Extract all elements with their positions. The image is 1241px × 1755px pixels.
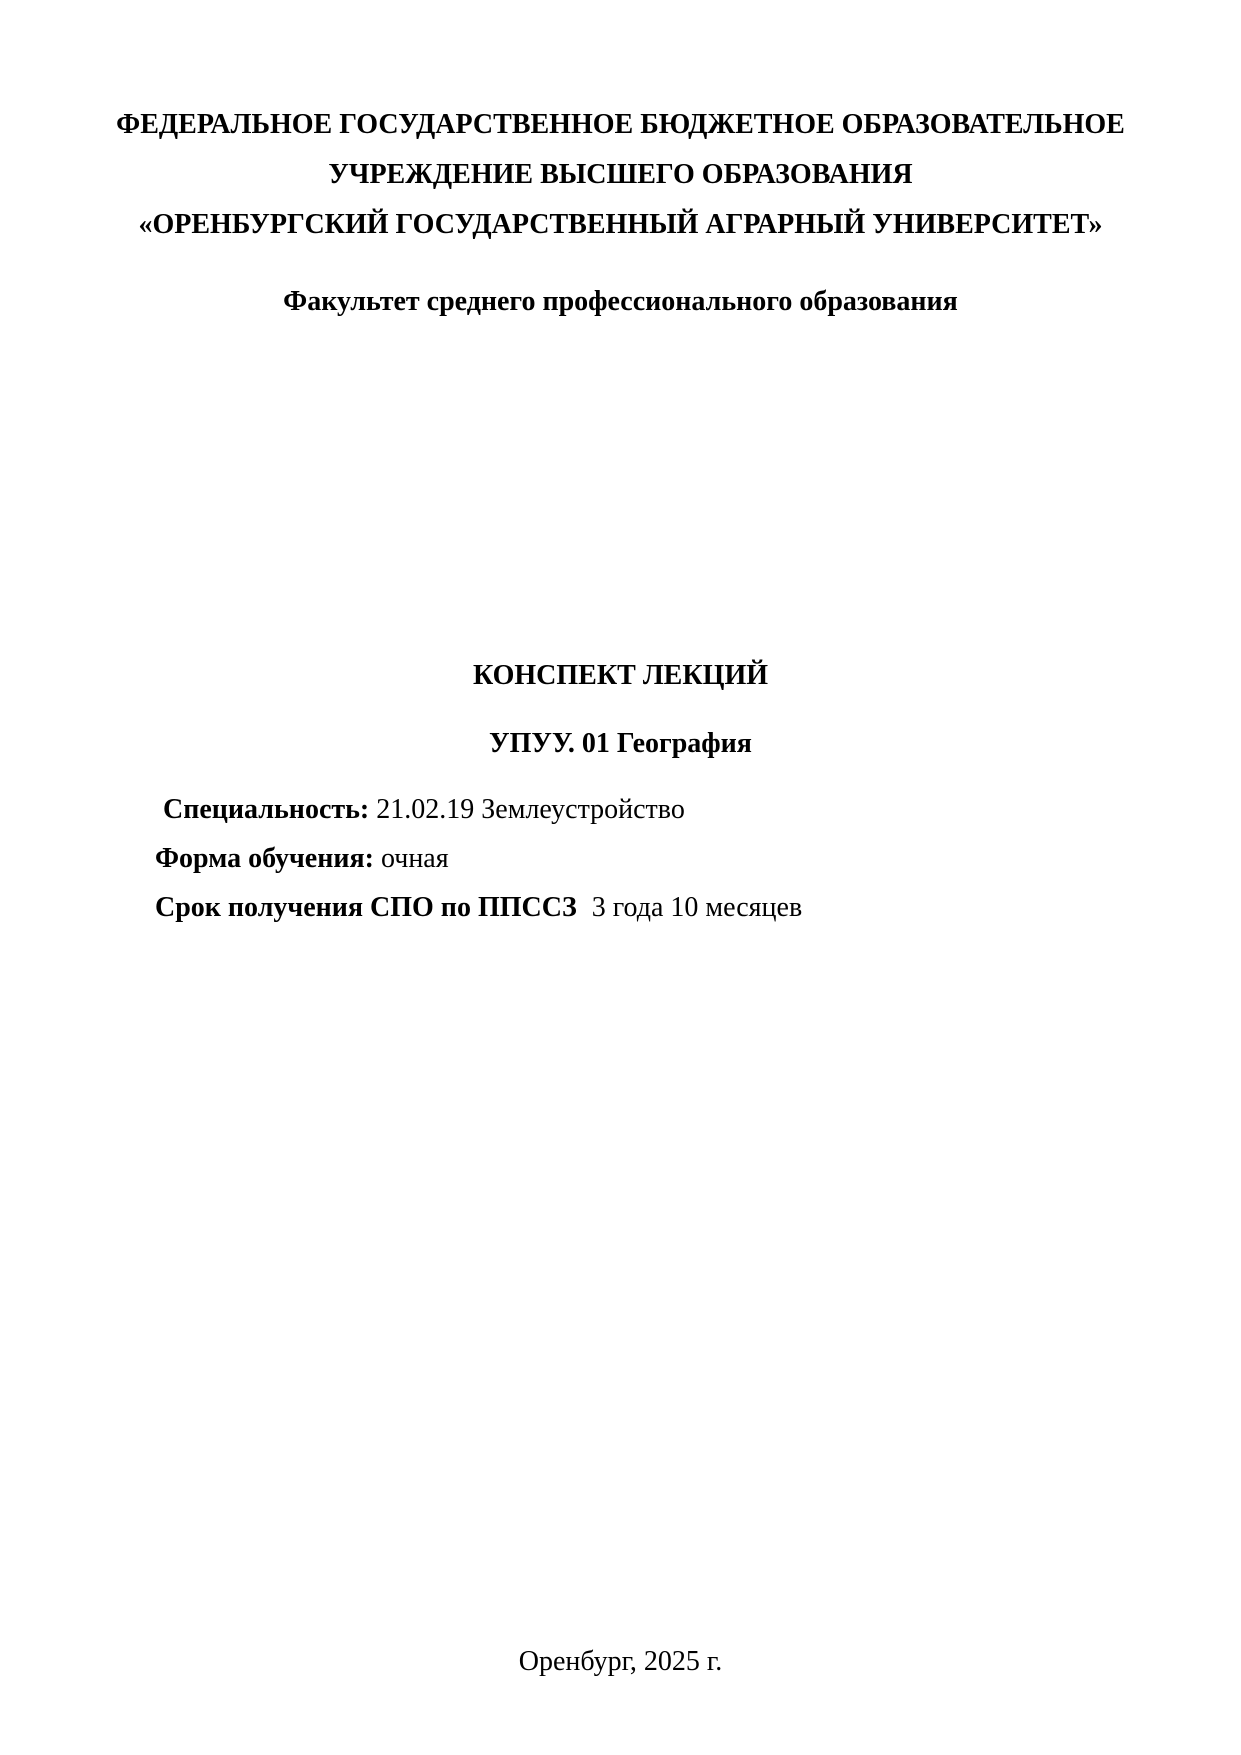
subject-title: УПУУ. 01 География [489,728,752,759]
detail-row-study-form [155,834,1241,883]
specialty-value: 21.02.19 Землеустройство [376,794,685,825]
org-name-line-3: «ОРЕНБУРГСКИЙ ГОСУДАРСТВЕННЫЙ АГРАРНЫЙ УНИВЕРСИТЕТ» [138,209,1103,240]
duration-value: 3 года 10 месяцев [591,892,803,923]
detail-row-duration [155,883,1241,932]
study-form-value: очная [380,843,449,874]
details-block [155,785,1241,932]
specialty-label: Специальность: [163,794,370,825]
org-name-line-2: УЧРЕЖДЕНИЕ ВЫСШЕГО ОБРАЗОВАНИЯ [328,159,913,190]
duration-label: Срок получения СПО по ППССЗ [155,892,577,923]
detail-row-specialty [155,785,1241,834]
footer-city-year: Оренбург, 2025 г. [518,1646,723,1677]
org-name-line-1: ФЕДЕРАЛЬНОЕ ГОСУДАРСТВЕННОЕ БЮДЖЕТНОЕ ОБРАЗОВАТЕЛЬНОЕ [116,109,1125,140]
org-header [0,100,1241,250]
faculty-line: Факультет среднего профессионального образования [283,286,958,317]
document-title: КОНСПЕКТ ЛЕКЦИЙ [473,660,768,691]
study-form-label: Форма обучения: [155,843,374,874]
